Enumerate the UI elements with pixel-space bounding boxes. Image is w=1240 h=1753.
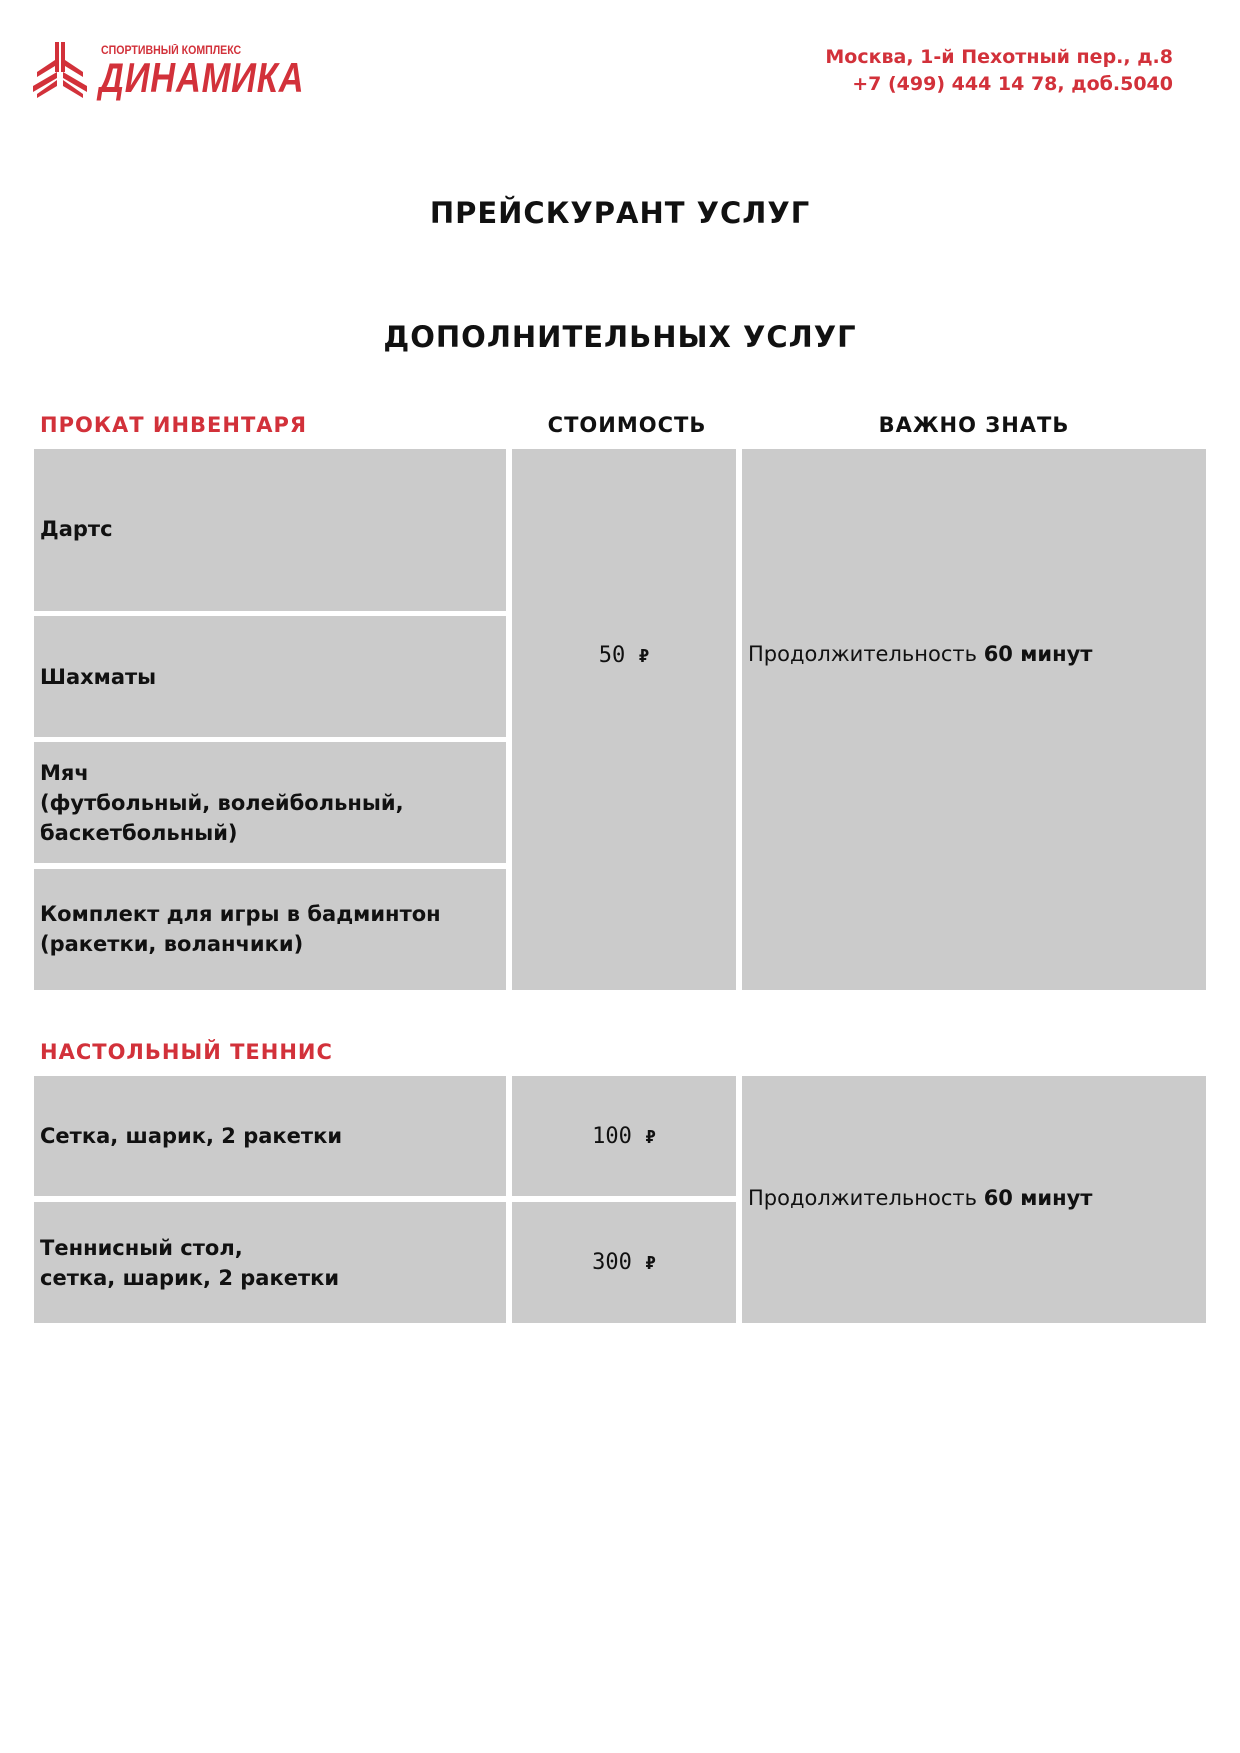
note-prefix: Продолжительность <box>748 642 984 666</box>
page-title: ПРЕЙСКУРАНТ УСЛУГ <box>429 196 811 230</box>
page-subtitle: ДОПОЛНИТЕЛЬНЫХ УСЛУГ <box>383 320 857 354</box>
column-header-note: ВАЖНО ЗНАТЬ <box>878 413 1070 437</box>
ruble-icon: ₽ <box>638 646 650 667</box>
rental-item-ball: Мяч (футбольный, волейбольный, баскетбольный) <box>40 761 404 845</box>
tennis-price-table <box>512 1250 736 1275</box>
rental-item-chess: Шахматы <box>40 665 157 689</box>
rental-item-darts: Дартс <box>40 517 113 541</box>
section-title-tennis: НАСТОЛЬНЫЙ ТЕННИС <box>40 1040 333 1064</box>
note-duration: 60 минут <box>983 642 1093 666</box>
address: Москва, 1-й Пехотный пер., д.8 <box>825 46 1173 68</box>
column-header-cost: СТОИМОСТЬ <box>547 413 707 437</box>
price-value: 300 <box>592 1250 632 1275</box>
tennis-item-table: Теннисный стол, сетка, шарик, 2 ракетки <box>40 1236 340 1290</box>
rental-price <box>512 643 736 668</box>
rental-note-cell <box>742 449 1206 990</box>
ruble-icon: ₽ <box>645 1253 656 1274</box>
contacts <box>825 44 1173 98</box>
rental-price-cell <box>512 449 736 990</box>
brand-subtitle: СПОРТИВНЫЙ КОМПЛЕКС <box>101 45 242 57</box>
rental-note <box>748 642 1092 666</box>
dynamo-logo-icon <box>33 42 87 98</box>
note-duration: 60 минут <box>983 1186 1093 1210</box>
tennis-item-set: Сетка, шарик, 2 ракетки <box>40 1124 343 1148</box>
phone: +7 (499) 444 14 78, доб.5040 <box>852 73 1173 95</box>
ruble-icon: ₽ <box>645 1127 656 1148</box>
tennis-note <box>748 1186 1092 1210</box>
brand-logo <box>33 42 305 104</box>
tennis-price-set <box>512 1124 736 1149</box>
section-title-rental: ПРОКАТ ИНВЕНТАРЯ <box>40 413 308 437</box>
rental-item-badminton: Комплект для игры в бадминтон (ракетки, воланчики) <box>40 902 441 956</box>
brand-name: ДИНАМИКА <box>99 54 305 101</box>
price-value: 100 <box>592 1124 632 1149</box>
price-value: 50 <box>598 643 626 668</box>
note-prefix: Продолжительность <box>748 1186 984 1210</box>
